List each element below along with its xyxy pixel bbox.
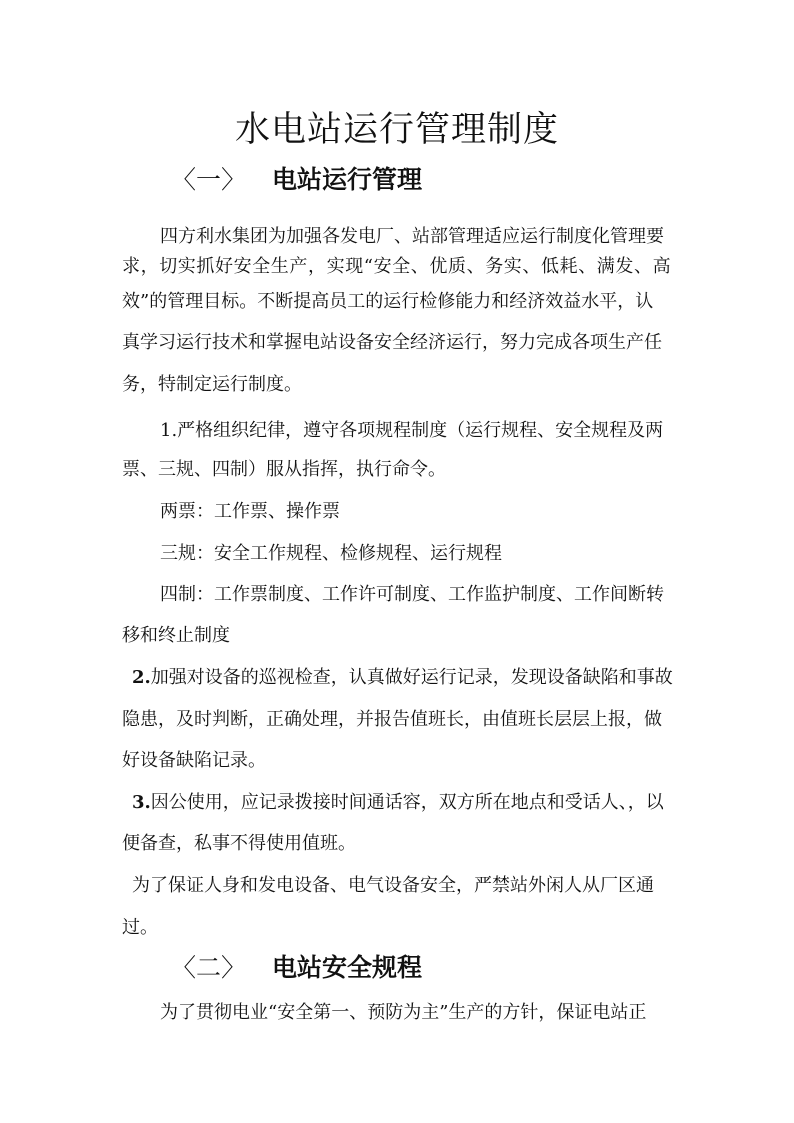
three-rules-line: 三规：安全工作规程、检修规程、运行规程 [160, 543, 502, 564]
section-1-title: 电站运行管理 [272, 165, 423, 194]
paragraph-line: 效”的管理目标。不断提高员工的运行检修能力和经济效益水平，认 [122, 291, 654, 312]
paragraph-line: 求，切实抓好安全生产，实现“安全、优质、务实、低耗、满发、高 [122, 256, 672, 277]
four-systems-line: 四制：工作票制度、工作许可制度、工作监护制度、工作间断转 [160, 584, 664, 605]
item-3-number: 3. [132, 792, 151, 813]
item-3-line: 3.因公使用，应记录拨接时间通话容，双方所在地点和受话人、，以 [132, 792, 664, 813]
section-1-heading [171, 164, 422, 196]
item-2-line: 隐患，及时判断，正确处理，并报告值班长，由值班长层层上报，做 [122, 709, 662, 730]
paragraph-line: 务，特制定运行制度。 [122, 374, 302, 395]
section-2-title: 电站安全规程 [272, 953, 423, 982]
item-1-line: 票、三规、四制）服从指挥，执行命令。 [122, 459, 446, 480]
page-title: 水电站运行管理制度 [234, 110, 559, 150]
item-2-number: 2. [132, 667, 151, 688]
safety-line: 过。 [122, 917, 158, 938]
item-3-line: 便备查，私事不得使用值班。 [122, 833, 356, 854]
paragraph-line: 为了贯彻电业“安全第一、预防为主”生产的方针，保证电站正 [160, 1002, 647, 1023]
section-2-heading [171, 952, 422, 984]
four-systems-line: 移和终止制度 [122, 625, 230, 646]
two-tickets-line: 两票：工作票、操作票 [160, 501, 340, 522]
item-2-line: 好设备缺陷记录。 [122, 750, 266, 771]
item-1-line: 1.严格组织纪律，遵守各项规程制度（运行规程、安全规程及两 [160, 420, 664, 441]
section-2-number: 〈二〉 [171, 953, 247, 982]
item-2-line: 2.加强对设备的巡视检查，认真做好运行记录，发现设备缺陷和事故 [132, 667, 673, 688]
safety-line: 为了保证人身和发电设备、电气设备安全，严禁站外闲人从厂区通 [132, 875, 654, 896]
paragraph-line: 真学习运行技术和掌握电站设备安全经济运行，努力完成各项生产任 [122, 332, 662, 353]
paragraph-line: 四方利水集团为加强各发电厂、站部管理适应运行制度化管理要 [160, 226, 664, 247]
section-1-number: 〈一〉 [171, 165, 247, 194]
